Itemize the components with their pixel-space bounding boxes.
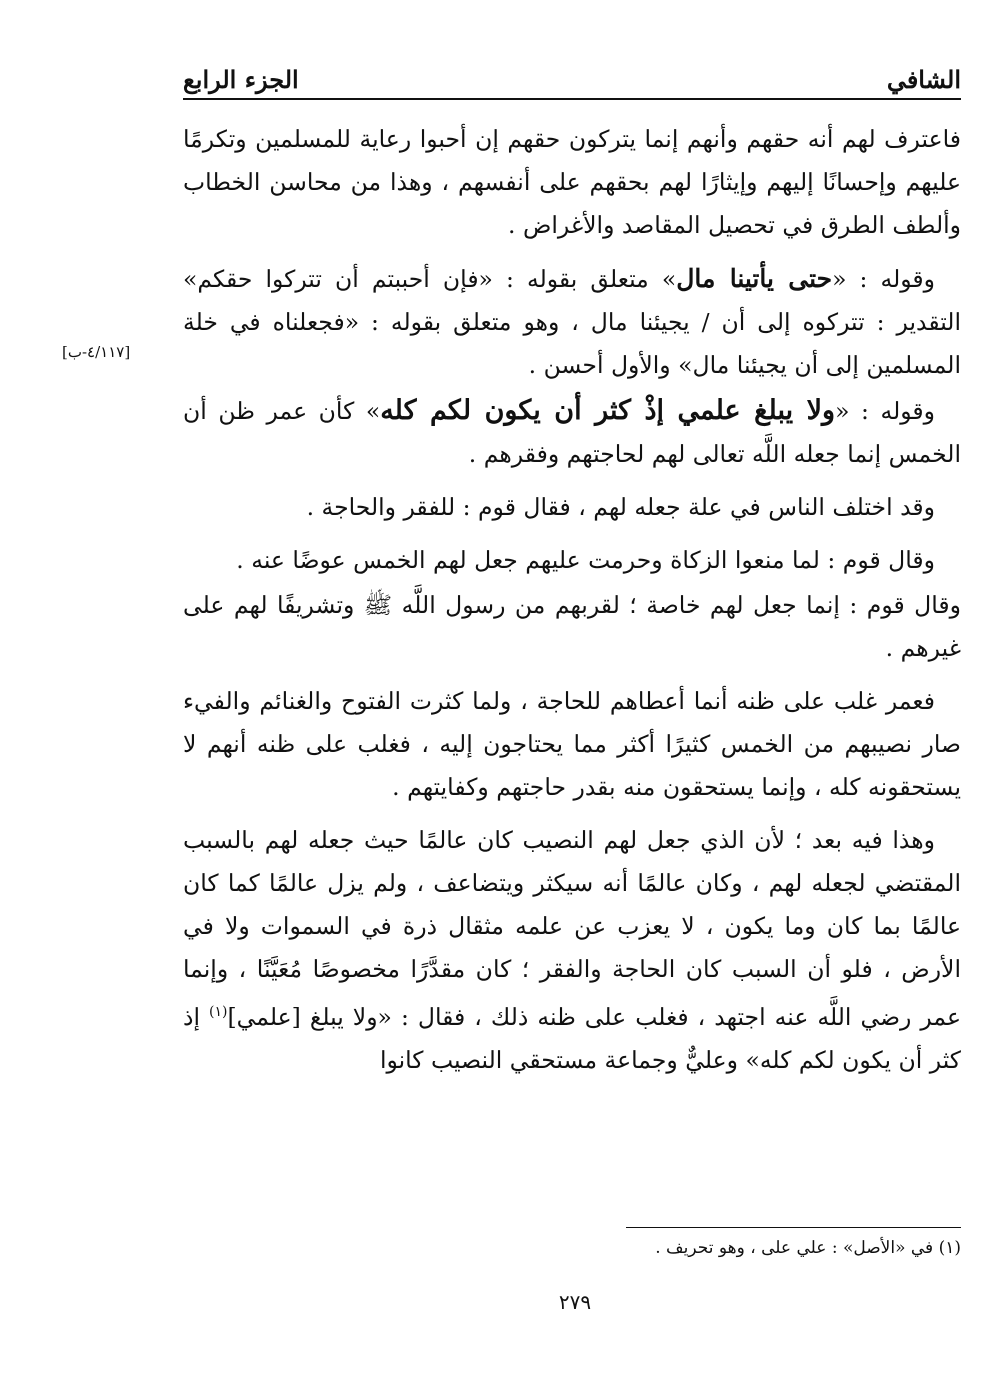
running-header (183, 56, 961, 100)
hadith-quote-2: ولا يبلغ علمي إذْ كثر أن يكون لكم كله (380, 395, 836, 426)
paragraph-2 (183, 257, 961, 387)
paragraph-2-rest: » متعلق بقوله : «فإن أحببتم أن تتركوا حقكم» التقدير : تتركوه إلى أن / يجيئنا مال ، وهو متعلق بقوله : «فجعلناه في خلة المسلمين إلى أن يجيئنا مال» والأول أحسن . (183, 265, 961, 379)
paragraph-8-text: وهذا فيه بعد ؛ لأن الذي جعل لهم النصيب كان عالمًا حيث جعله لهم بالسبب المقتضي لجعله لهم ، وكان عالمًا أنه سيكثر ويتضاعف ، ولم يزل عالمًا كما كان عالمًا بما كان وما يكون ، لا يعزب عن علمه مثقال ذرة في السموات ولا في الأرض ، فلو أن السبب كان الحاجة والفقر ؛ كان مقدَّرًا مخصوصًا مُعَيَّنًا ، وإنما عمر رضي اللَّه عنه اجتهد ، فغلب على ظنه ذلك ، فقال : «ولا يبلغ [علمي] (183, 826, 961, 1031)
paragraph-3-lead: وقوله : « (835, 397, 935, 425)
paragraph-5-text: وقال قوم : لما منعوا الزكاة وحرمت عليهم جعل لهم الخمس عوضًا عنه . (236, 546, 935, 574)
page-number: ٢٧٩ (558, 1290, 592, 1314)
paragraph-4 (183, 486, 961, 529)
book-title: الشافي (886, 65, 961, 94)
paragraph-3 (183, 389, 961, 476)
part-label: الجزء الرابع (183, 65, 299, 94)
paragraph-6 (183, 584, 961, 670)
paragraph-3-rest: » كأن عمر ظن أن الخمس إنما جعله اللَّه تعالى لهم لحاجتهم وفقرهم . (183, 397, 961, 468)
footnote: (١) في «الأصل» : علي على ، وهو تحريف . (655, 1238, 961, 1258)
paragraph-7-text: فعمر غلب على ظنه أنما أعطاهم للحاجة ، ولما كثرت الفتوح والغنائم والفيء صار نصيبهم من الخمس كثيرًا أكثر مما يحتاجون إليه ، فغلب على ظنه أنهم لا يستحقونه كله ، وإنما يستحقون منه بقدر حاجتهم وكفايتهم . (183, 687, 961, 801)
manuscript-folio-note: [٤/١١٧-ب] (62, 343, 131, 361)
footnote-reference[interactable]: (١) (209, 1004, 228, 1020)
main-text (183, 118, 961, 1092)
paragraph-7 (183, 680, 961, 809)
paragraph-5 (183, 539, 961, 582)
paragraph-2-lead: وقوله : « (832, 265, 936, 293)
footnote-divider (626, 1227, 961, 1228)
hadith-quote-1: حتى يأتينا مال (676, 264, 833, 293)
paragraph-8 (183, 819, 961, 1082)
paragraph-1: فاعترف لهم أنه حقهم وأنهم إنما يتركون حقهم إن أحبوا رعاية للمسلمين وتكرمًا عليهم وإحسانًا إليهم وإيثارًا لهم بحقهم على أنفسهم ، وهذا من محاسن الخطاب وألطف الطرق في تحصيل المقاصد والأغراض . (183, 125, 961, 239)
paragraph-4-text: وقد اختلف الناس في علة جعله لهم ، فقال قوم : للفقر والحاجة . (306, 493, 935, 521)
paragraph-6-text: وقال قوم : إنما جعل لهم خاصة ؛ لقربهم من رسول اللَّه ﷺ وتشريفًا لهم على غيرهم . (183, 591, 961, 662)
paragraph-8-continuation: إذ كثر أن يكون لكم كله» وعليٌّ وجماعة مستحقي النصيب كانوا (183, 1002, 961, 1074)
